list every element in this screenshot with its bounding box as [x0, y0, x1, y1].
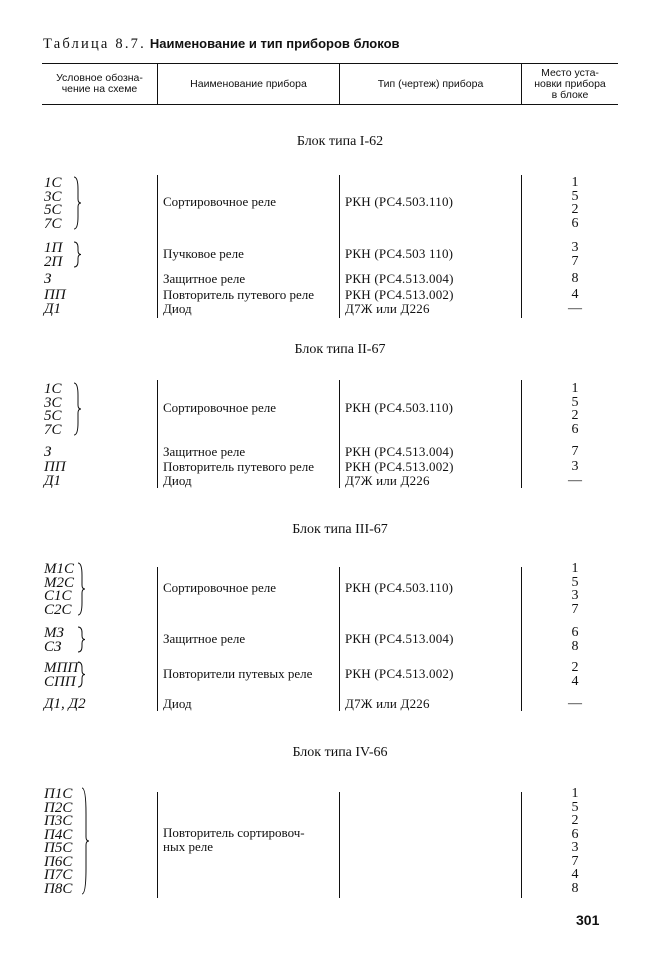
block-divider-2: [339, 175, 340, 318]
mount-place: 8: [571, 271, 579, 286]
col-header-symbol: Условное обозна- чение на схеме: [56, 72, 143, 95]
mount-place: 5: [571, 188, 579, 204]
caption-lead: Таблица 8.7.: [43, 36, 146, 52]
device-name: Сортировочное реле: [163, 194, 277, 209]
block-divider-1: [157, 380, 158, 488]
mount-place: 6: [571, 421, 579, 437]
block-title: Блок типа IV-66: [292, 745, 388, 760]
block-title: Блок типа III-67: [292, 522, 388, 537]
mount-place: 2: [571, 813, 579, 828]
symbol-code: 5С: [44, 202, 62, 218]
symbol-code: П4С: [44, 826, 73, 843]
group-brace: [76, 626, 86, 653]
block-divider-3: [521, 175, 522, 318]
device-type: РКН (РС4.503 110): [345, 245, 454, 261]
symbol-code: П6С: [44, 853, 73, 870]
device-name: Защитное реле: [163, 271, 246, 286]
mount-place: 5: [571, 574, 579, 590]
symbol-code: ПП: [44, 287, 66, 303]
block-divider-3: [521, 380, 522, 488]
symbol-code: З: [44, 444, 52, 460]
group-brace: [80, 787, 90, 895]
symbol-code: 2П: [44, 253, 63, 270]
symbol-code: П7С: [44, 867, 73, 883]
mount-place: 2: [571, 202, 579, 217]
symbol-code: ПП: [44, 459, 66, 475]
symbol-code: МЗ: [44, 625, 64, 641]
device-name: Сортировочное реле: [163, 400, 277, 415]
mount-place: 3: [571, 588, 579, 603]
symbol-code: СПП: [44, 673, 76, 690]
symbol-code: П3С: [44, 813, 73, 829]
mount-place: 1: [571, 561, 579, 576]
block-divider-1: [157, 792, 158, 898]
mount-place: 3: [571, 240, 579, 255]
col-header-type: Тип (чертеж) прибора: [377, 78, 484, 90]
mount-place: 5: [571, 799, 579, 815]
symbol-code: 1С: [44, 175, 62, 191]
device-type: Д7Ж или Д226: [345, 301, 430, 316]
symbol-code: З: [44, 271, 52, 287]
device-type: РКН (РС4.513.004): [345, 630, 454, 646]
symbol-code: 5С: [44, 408, 62, 424]
group-brace: [72, 241, 82, 268]
device-type: Д7Ж или Д226: [345, 473, 430, 488]
mount-place: 4: [571, 673, 579, 689]
table-caption: [43, 36, 400, 53]
mount-place: 5: [571, 394, 579, 410]
device-type: Д7Ж или Д226: [345, 696, 430, 711]
symbol-code: П8С: [44, 880, 73, 897]
symbol-code: 3С: [44, 188, 62, 205]
device-name: Защитное реле: [163, 630, 246, 646]
page-number: 301: [576, 912, 600, 928]
mount-place: 7: [571, 601, 579, 617]
symbol-code: СЗ: [44, 638, 62, 655]
symbol-code: П5С: [44, 840, 73, 856]
col-header-place: Место уста- новки прибора в блоке: [534, 67, 606, 101]
device-name: Повторитель путевого реле: [163, 459, 315, 474]
device-name: Пучковое реле: [163, 245, 244, 261]
group-brace: [72, 382, 82, 436]
header-bottom-rule: [42, 104, 618, 105]
block-title: Блок типа I-62: [296, 134, 384, 149]
block-divider-3: [521, 792, 522, 898]
symbol-code: 1С: [44, 381, 62, 397]
symbol-code: С2С: [44, 601, 72, 618]
block-divider-2: [339, 567, 340, 711]
device-type: РКН (РС4.513.004): [345, 444, 454, 459]
mount-place: —: [568, 696, 582, 711]
symbol-code: П2С: [44, 799, 73, 816]
mount-place: —: [568, 301, 582, 316]
symbol-code: 7С: [44, 421, 62, 438]
device-type: РКН (РС4.503.110): [345, 194, 454, 209]
device-type: РКН (РС4.513.002): [345, 287, 454, 302]
group-brace: [76, 562, 86, 616]
device-name: Повторитель сортировоч- ных реле: [163, 825, 305, 854]
device-name: Диод: [163, 473, 192, 488]
mount-place: 1: [571, 786, 579, 801]
device-name: Повторитель путевого реле: [163, 287, 315, 302]
mount-place: 3: [571, 459, 579, 474]
block-divider-2: [339, 792, 340, 898]
symbol-code: М2С: [44, 574, 74, 591]
symbol-code: М1С: [44, 561, 74, 577]
mount-place: 7: [571, 853, 579, 869]
mount-place: 8: [571, 638, 579, 654]
mount-place: 4: [571, 287, 579, 302]
device-name: Повторители путевых реле: [163, 665, 313, 681]
symbol-code: МПП: [44, 660, 79, 676]
mount-place: 1: [571, 175, 579, 190]
device-type: РКН (РС4.513.002): [345, 459, 454, 474]
mount-place: 4: [571, 867, 579, 882]
block-divider-1: [157, 175, 158, 318]
symbol-code: Д1: [44, 473, 62, 489]
block-divider-2: [339, 380, 340, 488]
device-name: Защитное реле: [163, 444, 246, 459]
device-type: РКН (РС4.513.004): [345, 271, 454, 286]
symbol-code: 3С: [44, 394, 62, 411]
mount-place: 6: [571, 625, 579, 640]
device-type: РКН (РС4.503.110): [345, 580, 454, 595]
mount-place: 2: [571, 408, 579, 423]
mount-place: 7: [571, 253, 579, 269]
symbol-code: С1С: [44, 588, 72, 604]
mount-place: 1: [571, 381, 579, 396]
block-divider-1: [157, 567, 158, 711]
mount-place: 3: [571, 840, 579, 855]
symbol-code: Д1: [44, 301, 62, 317]
col-header-name: Наименование прибора: [190, 78, 307, 90]
mount-place: 6: [571, 215, 579, 231]
device-name: Сортировочное реле: [163, 580, 277, 595]
device-type: РКН (РС4.503.110): [345, 400, 454, 415]
header-top-rule: [42, 63, 618, 64]
symbol-code: 1П: [44, 240, 63, 256]
group-brace: [72, 176, 82, 230]
group-brace: [76, 661, 86, 688]
mount-place: —: [568, 473, 582, 488]
caption-title: Наименование и тип приборов блоков: [149, 36, 400, 51]
symbol-code: Д1, Д2: [44, 696, 86, 712]
mount-place: 8: [571, 880, 579, 896]
block-divider-3: [521, 567, 522, 711]
block-title: Блок типа II-67: [294, 342, 386, 357]
mount-place: 6: [571, 826, 579, 842]
mount-place: 7: [571, 444, 579, 459]
device-type: РКН (РС4.513.002): [345, 665, 454, 681]
device-name: Диод: [163, 301, 192, 316]
device-name: Диод: [163, 696, 192, 711]
symbol-code: П1С: [44, 786, 73, 802]
mount-place: 2: [571, 660, 579, 675]
symbol-code: 7С: [44, 215, 62, 232]
